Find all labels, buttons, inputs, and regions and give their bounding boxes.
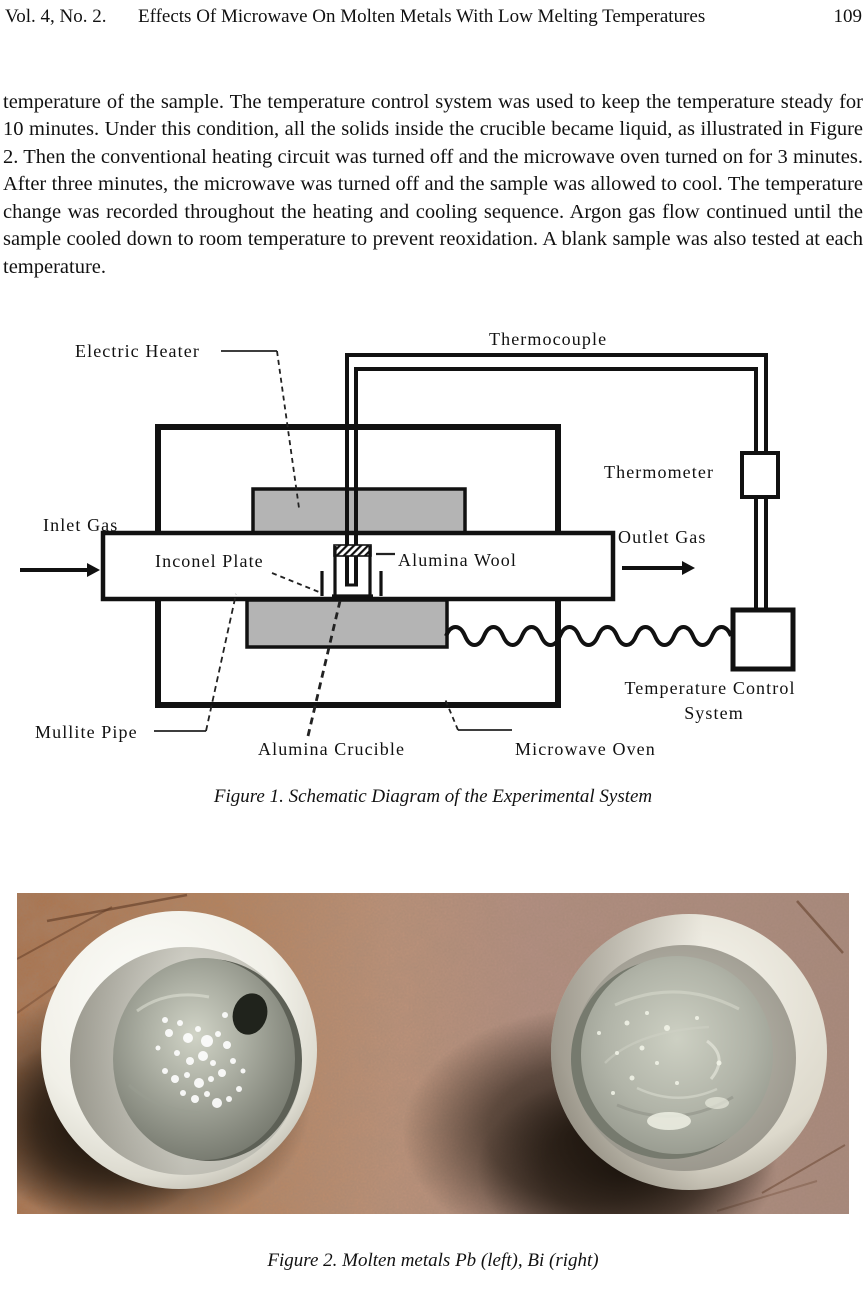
journal-ref: Vol. 4, No. 2. xyxy=(5,6,107,27)
inlet-arrow xyxy=(20,563,100,577)
temperature-control-box xyxy=(733,610,793,669)
alumina-wool-plug xyxy=(334,545,371,556)
label-electric-heater: Electric Heater xyxy=(75,341,200,361)
thermometer-box xyxy=(742,453,778,497)
label-alumina-crucible: Alumina Crucible xyxy=(258,739,406,759)
label-temp-control-1: Temperature Control xyxy=(624,678,796,698)
electric-heater-upper-block xyxy=(253,489,465,535)
label-microwave-oven: Microwave Oven xyxy=(515,739,656,759)
body-paragraph: temperature of the sample. The temperature control system was used to keep the temperature steady for 10 minutes. Under this condition, all the solids inside the crucible became liquid, as illustrated in Figure 2. Then the conventional heating circuit was turned off and the microwave oven turned on for 3 minutes. After three minutes, the microwave was turned off and the sample was allowed to cool. The temperature change was recorded throughout the heating and cooling sequence. Argon gas flow continued until the sample cooled down to room temperature to prevent reoxidation. A blank sample was also tested at each temperature. xyxy=(3,90,863,278)
page-header xyxy=(0,6,866,30)
label-alumina-wool: Alumina Wool xyxy=(398,550,517,570)
figure1-caption: Figure 1. Schematic Diagram of the Experimental System xyxy=(213,786,653,807)
wavy-cable xyxy=(446,627,731,645)
figure2-photo xyxy=(17,893,849,1214)
label-temp-control-2: System xyxy=(684,703,744,723)
label-outlet-gas: Outlet Gas xyxy=(618,527,707,547)
figure1-diagram xyxy=(0,320,866,785)
label-thermocouple: Thermocouple xyxy=(489,329,608,349)
electric-heater-lower-block xyxy=(247,600,447,647)
page-number: 109 xyxy=(833,6,862,27)
outlet-arrow xyxy=(622,561,695,575)
label-inconel-plate: Inconel Plate xyxy=(155,551,264,571)
label-inlet-gas: Inlet Gas xyxy=(43,515,119,535)
figure2-caption: Figure 2. Molten metals Pb (left), Bi (right) xyxy=(267,1250,599,1271)
article-title: Effects Of Microwave On Molten Metals With Low Melting Temperatures xyxy=(138,6,706,27)
label-mullite-pipe: Mullite Pipe xyxy=(35,722,138,742)
label-thermometer: Thermometer xyxy=(604,462,715,482)
